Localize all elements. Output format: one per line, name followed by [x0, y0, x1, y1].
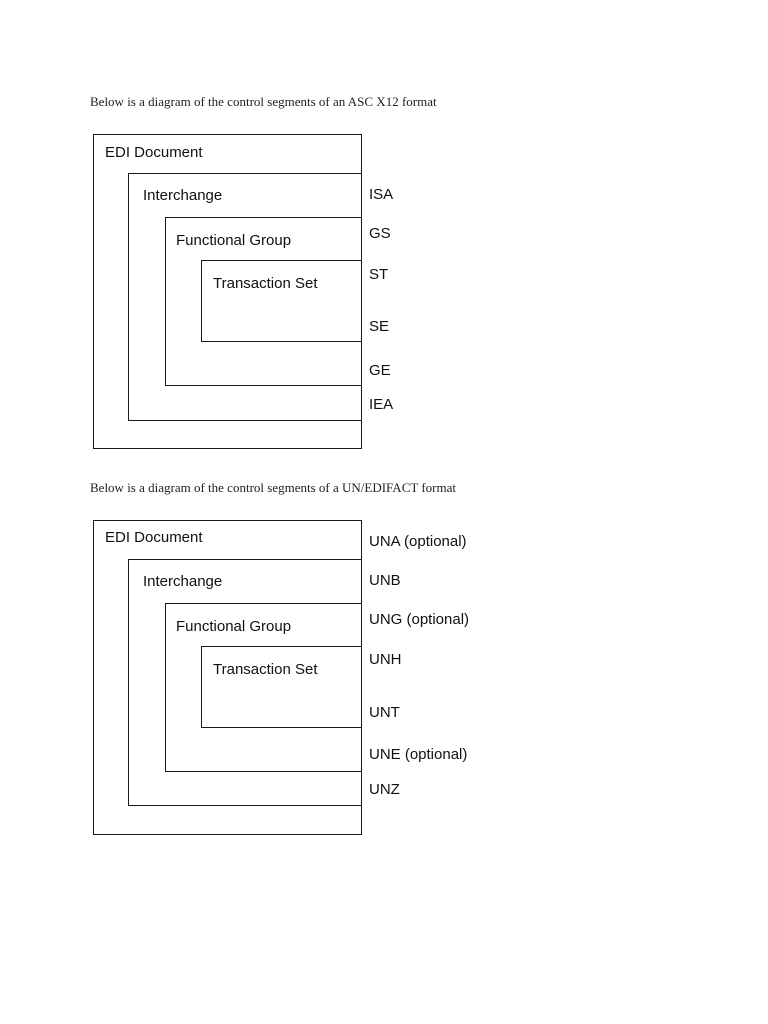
edifact-segment-une: UNE (optional): [369, 746, 468, 763]
x12-segment-st: ST: [369, 266, 389, 283]
edifact-segment-una: UNA (optional): [369, 533, 467, 550]
x12-caption: Below is a diagram of the control segments of an ASC X12 format: [90, 94, 437, 109]
x12-segment-se: SE: [369, 318, 390, 335]
edifact-segment-unh: UNH: [369, 651, 402, 668]
edifact-caption: Below is a diagram of the control segments of a UN/EDIFACT format: [90, 480, 456, 495]
edifact-segment-unb: UNB: [369, 572, 401, 589]
x12-transaction-set-box: [201, 260, 362, 342]
edifact-segment-unt: UNT: [369, 704, 400, 721]
x12-segment-ge: GE: [369, 362, 391, 379]
edifact-interchange-label: Interchange: [143, 573, 223, 590]
edifact-functional-group-label: Functional Group: [176, 618, 292, 635]
x12-segment-iea: IEA: [369, 396, 394, 413]
edifact-edi-document-label: EDI Document: [105, 529, 203, 546]
edifact-transaction-set-label: Transaction Set: [213, 661, 318, 678]
x12-segment-gs: GS: [369, 225, 391, 242]
x12-functional-group-label: Functional Group: [176, 232, 292, 249]
edifact-segment-ung: UNG (optional): [369, 611, 470, 628]
x12-interchange-label: Interchange: [143, 187, 223, 204]
x12-transaction-set-label: Transaction Set: [213, 275, 318, 292]
x12-edi-document-label: EDI Document: [105, 144, 203, 161]
edifact-transaction-set-box: [201, 646, 362, 728]
edifact-segment-unz: UNZ: [369, 781, 400, 798]
x12-segment-isa: ISA: [369, 186, 394, 203]
